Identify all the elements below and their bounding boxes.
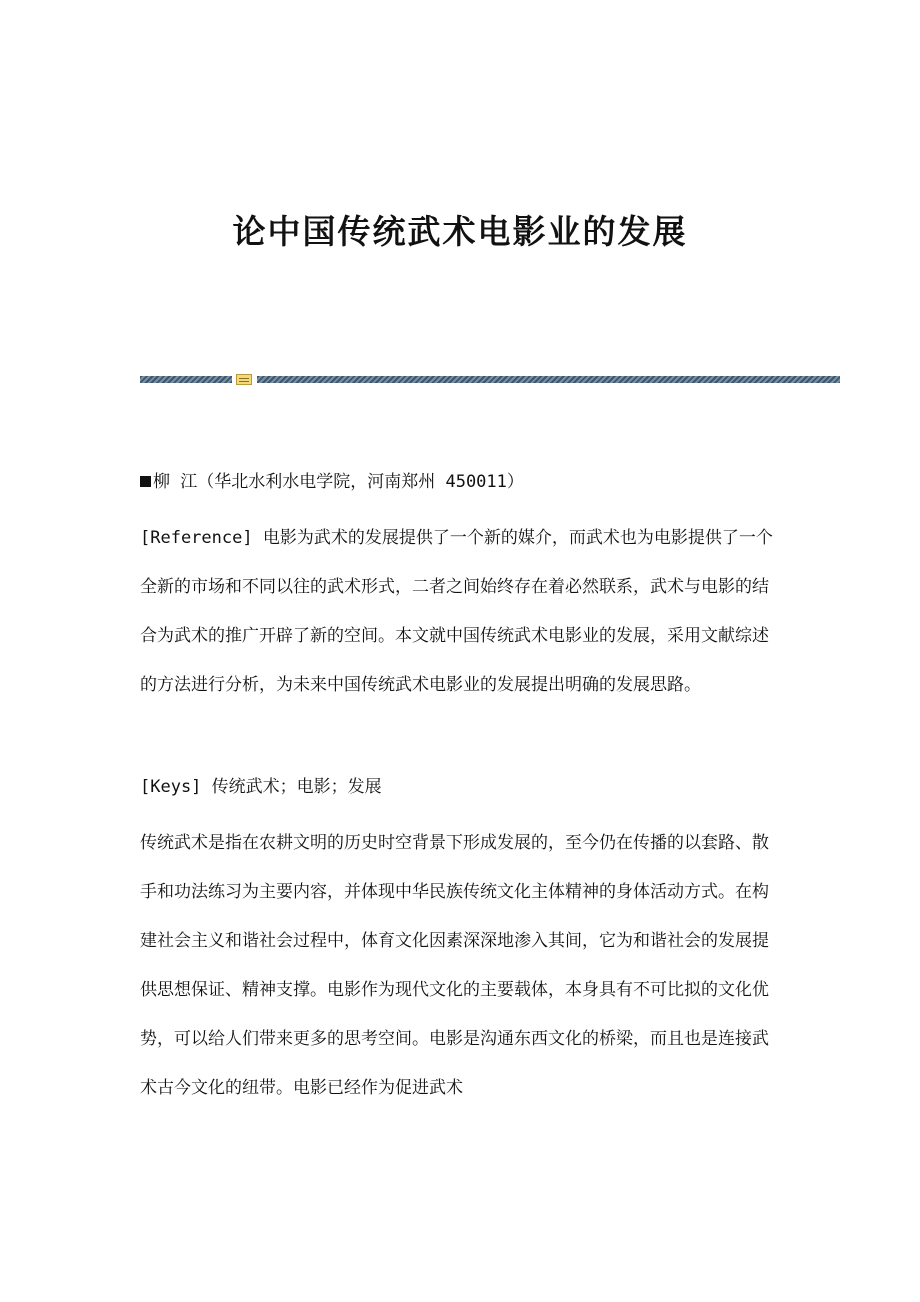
author-line: [140, 458, 780, 507]
page-title: 论中国传统武术电影业的发展: [232, 212, 688, 251]
body-paragraph: 传统武术是指在农耕文明的历史时空背景下形成发展的，至今仍在传播的以套路、散手和功法练习为主要内容，并体现中华民族传统文化主体精神的身体活动方式。在构建社会主义和谐社会过程中，体育文化因素深深地渗入其间，它为和谐社会的发展提供思想保证、精神支撑。电影作为现代文化的主要载体，本身具有不可比拟的文化优势，可以给人们带来更多的思考空间。电影是沟通东西文化的桥梁，而且也是连接武术古今文化的纽带。电影已经作为促进武术: [140, 833, 769, 1098]
envelope-icon: [236, 374, 252, 385]
decorative-divider: [140, 374, 840, 384]
abstract-label: [Reference]: [140, 528, 253, 548]
abstract-text: 电影为武术的发展提供了一个新的媒介，而武术也为电影提供了一个全新的市场和不同以往的武术形式，二者之间始终存在着必然联系，武术与电影的结合为武术的推广开辟了新的空间。本文就中国传统武术电影业的发展，采用文献综述的方法进行分析，为未来中国传统武术电影业的发展提出明确的发展思路。: [140, 528, 773, 695]
divider-left-bar: [140, 376, 232, 383]
keywords-line: [140, 763, 780, 812]
keywords-label: [Keys]: [140, 777, 202, 797]
divider-right-bar: [257, 376, 840, 383]
author-text: 柳 江（华北水利水电学院，河南郑州 450011）: [153, 472, 524, 492]
black-square-icon: [140, 476, 151, 487]
keywords-text: 传统武术；电影；发展: [201, 777, 382, 797]
abstract-paragraph: [140, 514, 780, 710]
